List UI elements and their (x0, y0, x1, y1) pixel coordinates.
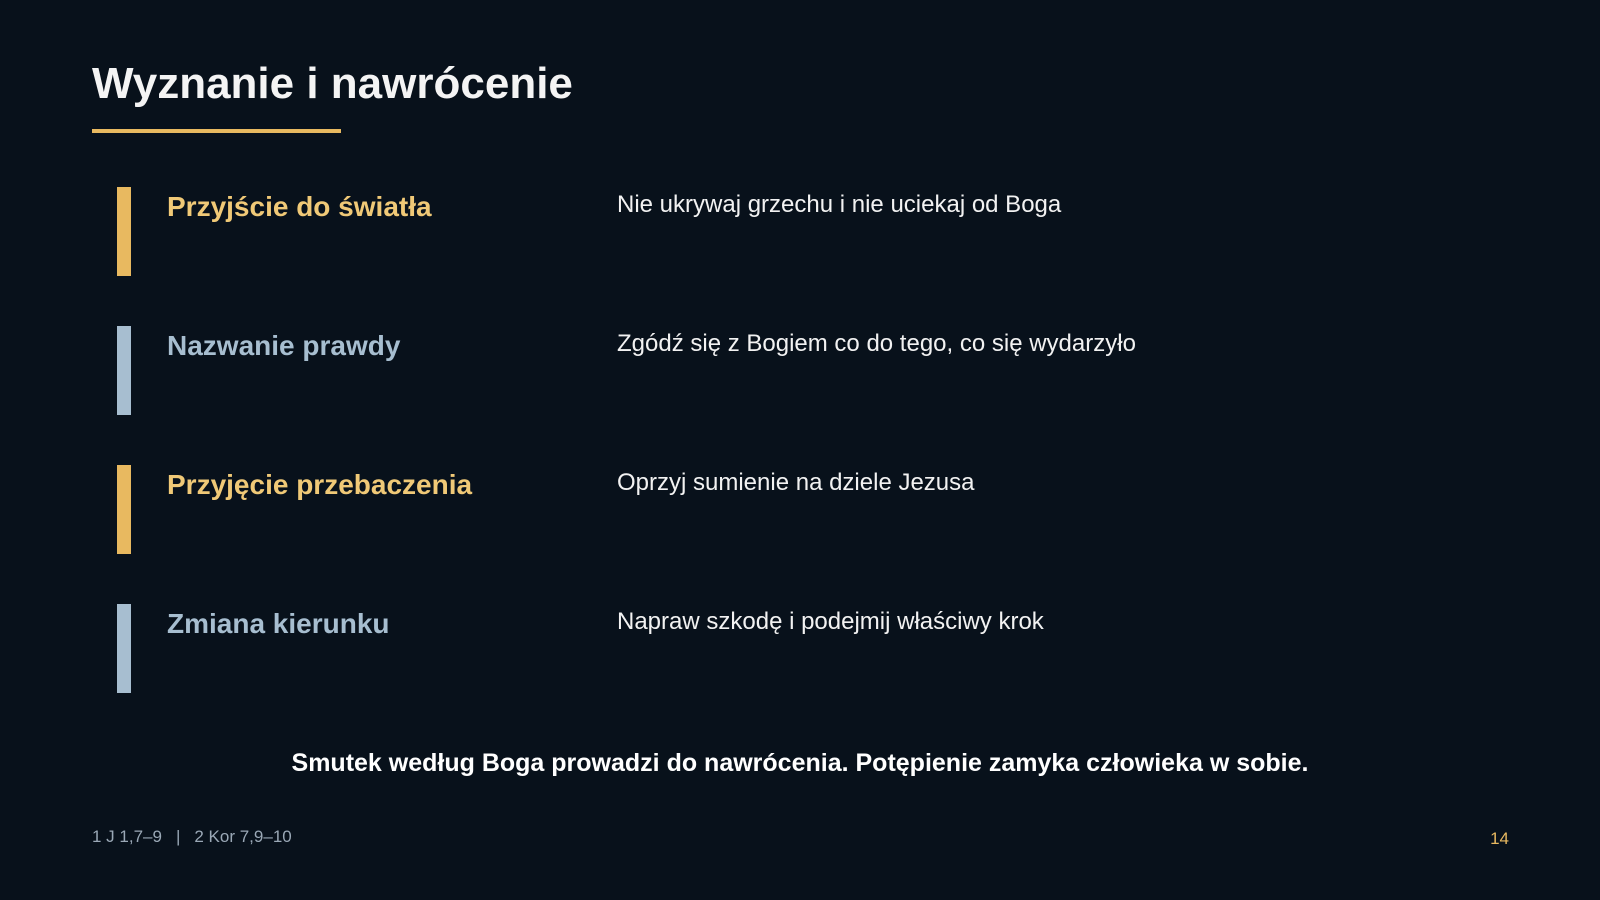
list-item (0, 465, 1600, 555)
item-label: Zmiana kierunku (167, 608, 390, 639)
list-item (0, 326, 1600, 416)
item-accent-bar (117, 187, 131, 276)
item-label: Nazwanie prawdy (167, 330, 401, 361)
reference-separator: | (175, 827, 181, 846)
reference-1: 1 J 1,7–9 (92, 827, 162, 846)
item-label: Przyjście do światła (167, 191, 432, 222)
item-description: Napraw szkodę i podejmij właściwy krok (617, 608, 1044, 635)
scripture-references (92, 826, 292, 848)
item-description: Oprzyj sumienie na dziele Jezusa (617, 469, 975, 496)
item-description: Zgódź się z Bogiem co do tego, co się wydarzyło (617, 330, 1136, 357)
summary-statement: Smutek według Boga prowadzi do nawrócenia. Potępienie zamyka człowieka w sobie. (291, 749, 1309, 777)
item-label: Przyjęcie przebaczenia (167, 469, 473, 500)
item-description: Nie ukrywaj grzechu i nie uciekaj od Boga (617, 191, 1062, 218)
reference-2: 2 Kor 7,9–10 (194, 827, 292, 846)
page-number: 14 (1490, 829, 1509, 848)
item-accent-bar (117, 604, 131, 693)
item-accent-bar (117, 326, 131, 415)
item-accent-bar (117, 465, 131, 554)
slide-title: Wyznanie i nawrócenie (92, 59, 573, 108)
list-item (0, 604, 1600, 694)
list-item (0, 187, 1600, 277)
